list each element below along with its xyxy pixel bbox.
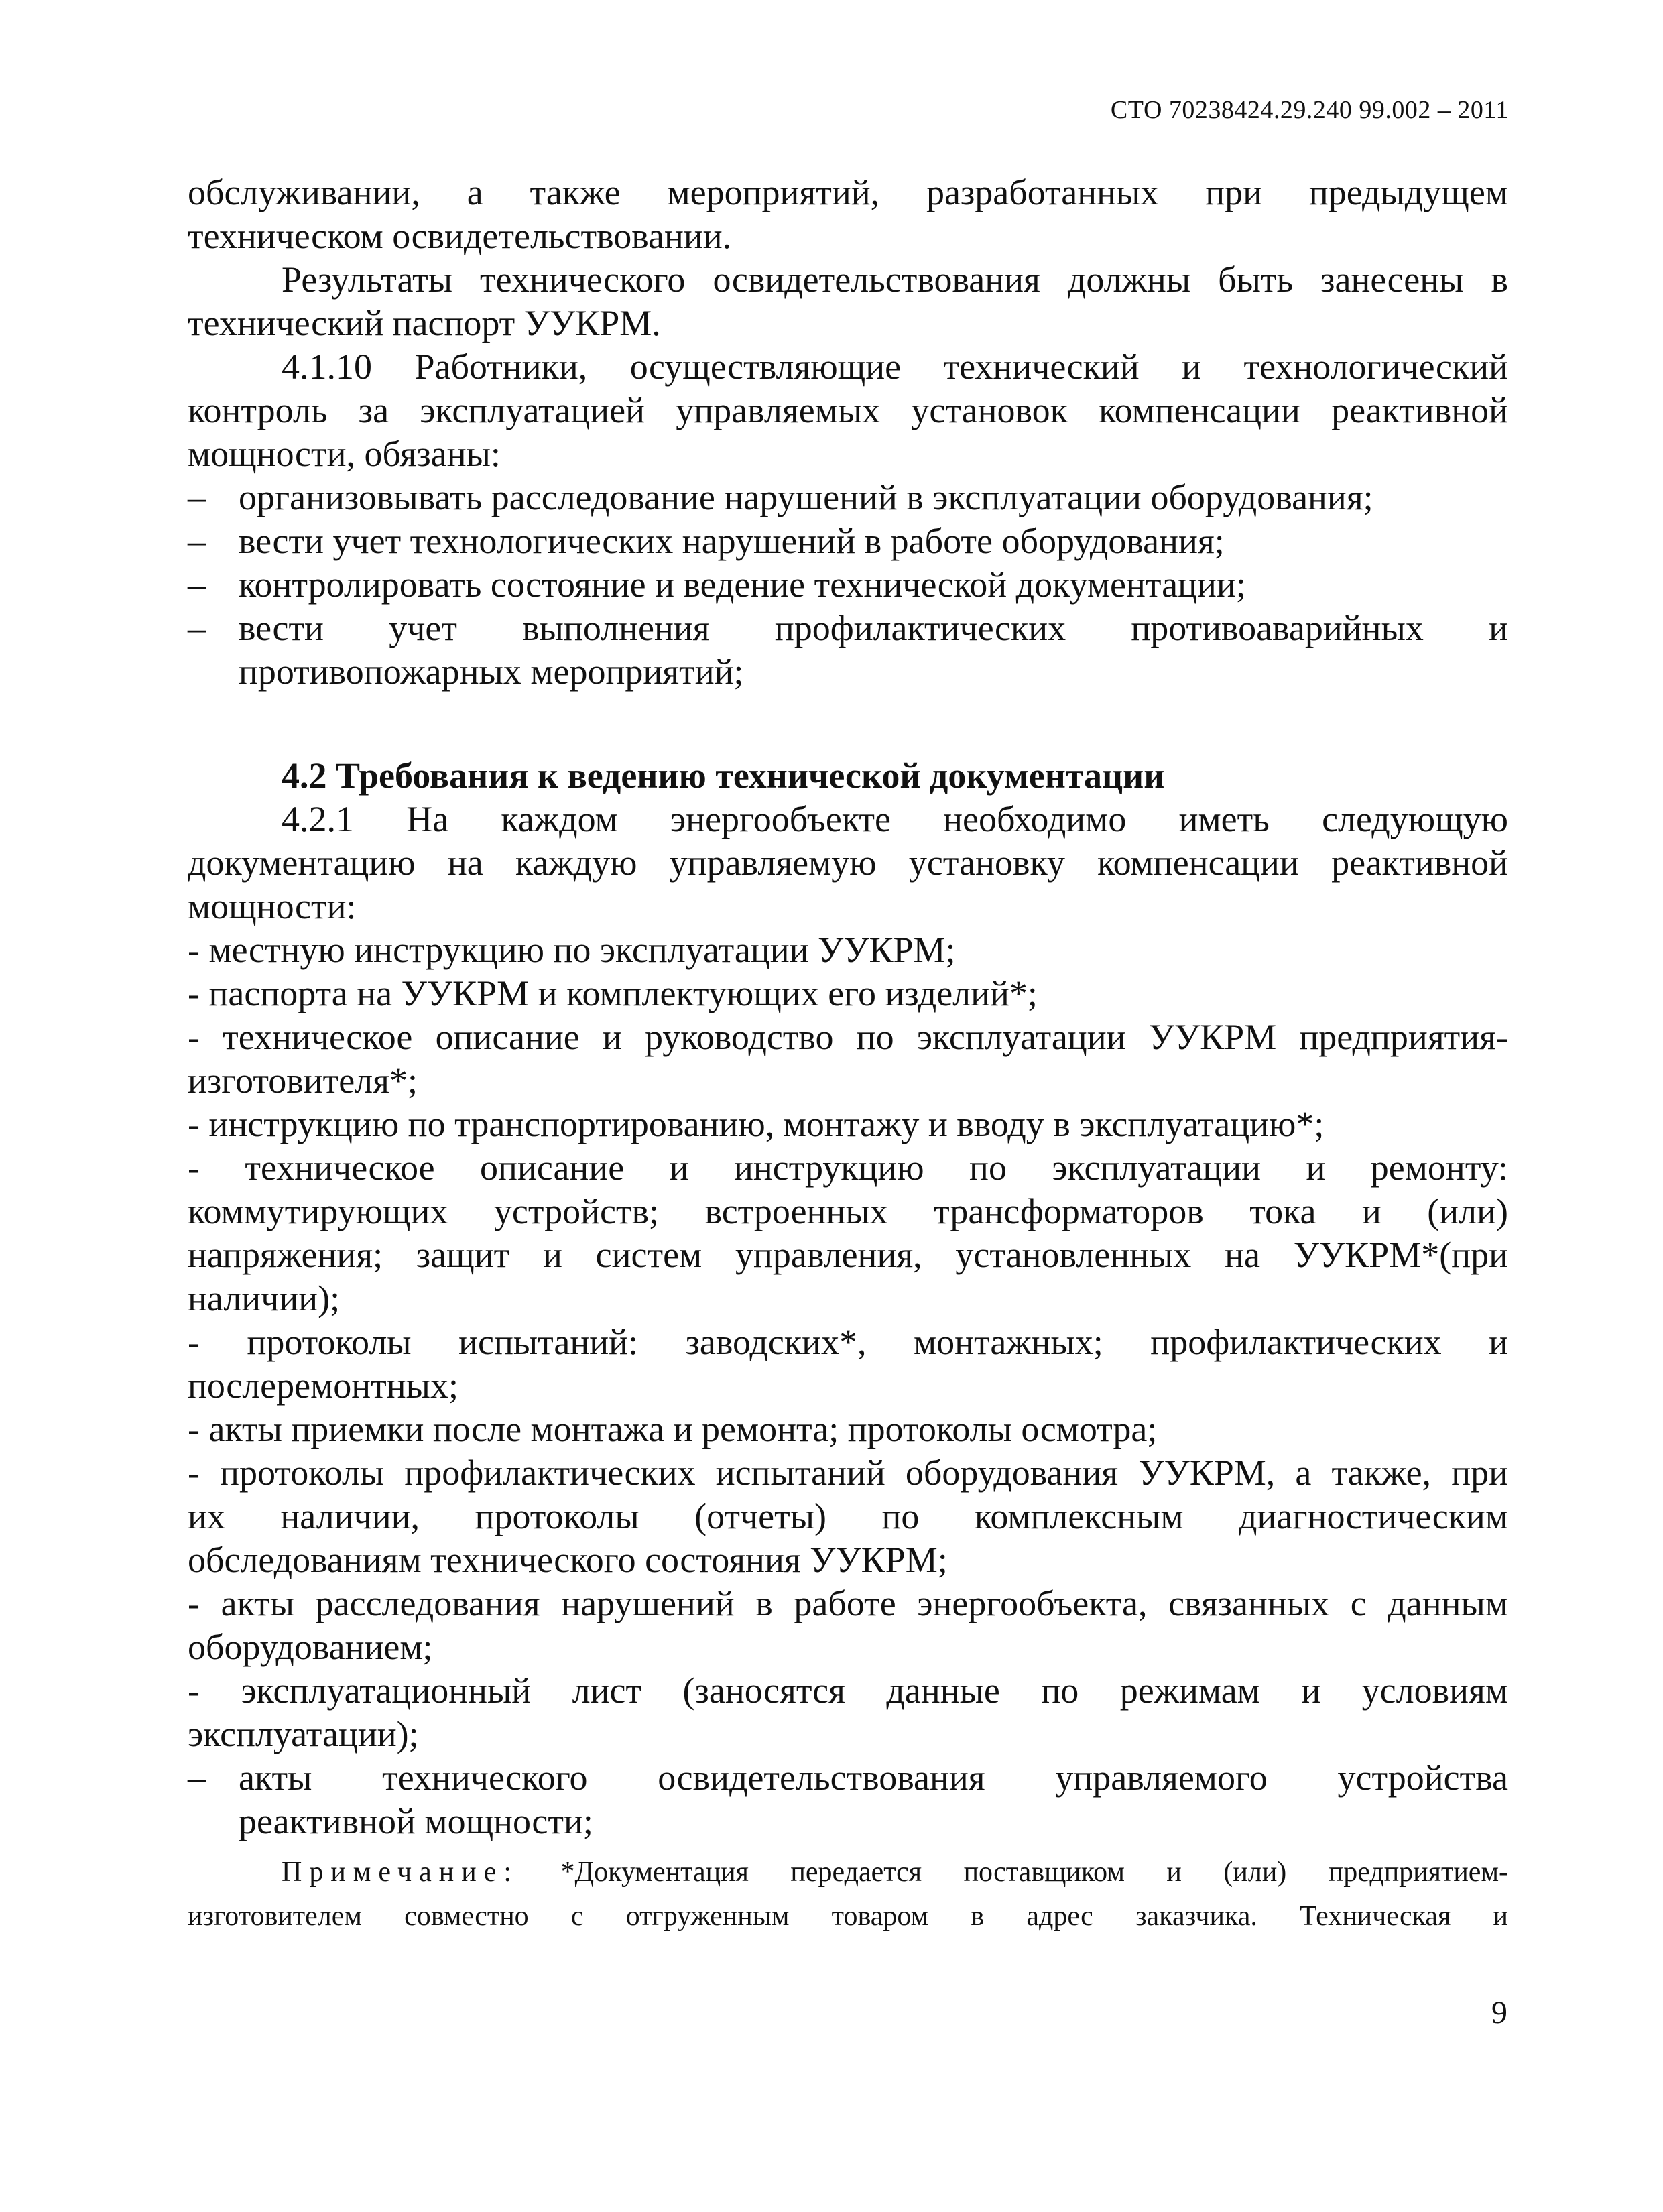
- section-heading-4-2: [188, 754, 1508, 798]
- note-label: Примечание:: [282, 1857, 519, 1888]
- text-line: - протоколы испытаний: заводских*, монтажных; профилактических и: [188, 1322, 1508, 1362]
- text-line: наличии);: [188, 1278, 341, 1318]
- list-item: [188, 1408, 1508, 1451]
- dash-marker: –: [188, 608, 206, 648]
- text-line: - техническое описание и инструкцию по эксплуатации и ремонту:: [188, 1148, 1508, 1188]
- text-line: оборудованием;: [188, 1627, 433, 1667]
- list-item-text: акты технического освидетельствования управляемого устройства: [239, 1758, 1508, 1798]
- continuation-paragraph: [188, 171, 1508, 258]
- list-item: [188, 1582, 1508, 1669]
- text-line: - местную инструкцию по эксплуатации УУКРМ;: [188, 930, 956, 970]
- list-item: [188, 1016, 1508, 1103]
- text-line: - протоколы профилактических испытаний оборудования УУКРМ, а также, при: [188, 1453, 1508, 1493]
- list-item: [188, 476, 1508, 519]
- text-line: 4.2.1 На каждом энергообъекте необходимо иметь следующую: [282, 799, 1508, 839]
- text-line: - инструкцию по транспортированию, монтажу и вводу в эксплуатацию*;: [188, 1104, 1325, 1144]
- list-item: [188, 1451, 1508, 1582]
- text-line: мощности, обязаны:: [188, 434, 501, 474]
- list-item: [188, 607, 1508, 694]
- list-item-text: организовывать расследование нарушений в эксплуатации оборудования;: [239, 477, 1373, 517]
- text-line: мощности:: [188, 886, 357, 926]
- note-line: [188, 1850, 1508, 1894]
- list-item: [188, 1103, 1508, 1146]
- text-line: обслуживании, а также мероприятий, разработанных при предыдущем: [188, 172, 1508, 212]
- list-item: [188, 928, 1508, 972]
- text-line: - акты расследования нарушений в работе энергообъекта, связанных с данным: [188, 1583, 1508, 1623]
- dash-marker: –: [188, 1758, 206, 1798]
- text-line: - техническое описание и руководство по эксплуатации УУКРМ предприятия-: [188, 1017, 1508, 1057]
- list-item-text: контролировать состояние и ведение технической документации;: [239, 564, 1246, 605]
- text-line: - акты приемки после монтажа и ремонта; протоколы осмотра;: [188, 1409, 1158, 1449]
- note-block: [188, 1850, 1508, 1939]
- text-line: коммутирующих устройств; встроенных трансформаторов тока и (или): [188, 1191, 1508, 1231]
- text-line: - эксплуатационный лист (заносятся данные по режимам и условиям: [188, 1670, 1508, 1711]
- list-item: [188, 1756, 1508, 1843]
- text-line: техническом освидетельствовании.: [188, 216, 732, 256]
- dash-marker: –: [188, 564, 206, 605]
- duties-list: [188, 476, 1508, 694]
- dash-marker: –: [188, 477, 206, 517]
- list-item: [188, 972, 1508, 1016]
- list-item: [188, 563, 1508, 607]
- text-line: контроль за эксплуатацией управляемых установок компенсации реактивной: [188, 390, 1508, 430]
- clause-4-1-10: [188, 345, 1508, 476]
- list-item: [188, 1669, 1508, 1756]
- text-line: эксплуатации);: [188, 1714, 419, 1754]
- clause-4-2-1: [188, 798, 1508, 928]
- text-line: напряжения; защит и систем управления, установленных на УУКРМ*(при: [188, 1235, 1508, 1275]
- text-line: изготовителя*;: [188, 1060, 418, 1101]
- text-line: технический паспорт УУКРМ.: [188, 303, 661, 343]
- text-line: 4.1.10 Работники, осуществляющие технический и технологический: [282, 347, 1508, 387]
- document-code-header: СТО 70238424.29.240 99.002 – 2011: [1110, 96, 1509, 124]
- list-item: [188, 1320, 1508, 1408]
- list-item-text: противопожарных мероприятий;: [239, 652, 744, 692]
- section-title: 4.2 Требования к ведению технической документации: [282, 755, 1165, 796]
- list-item-text: вести учет технологических нарушений в работе оборудования;: [239, 521, 1225, 561]
- note-line: изготовителем совместно с отгруженным товаром в адрес заказчика. Техническая и: [188, 1901, 1508, 1932]
- list-item-text: реактивной мощности;: [239, 1801, 593, 1841]
- list-item-text: вести учет выполнения профилактических противоаварийных и: [239, 608, 1508, 648]
- documentation-list: [188, 928, 1508, 1843]
- text-line: - паспорта на УУКРМ и комплектующих его изделий*;: [188, 973, 1038, 1013]
- text-line: их наличии, протоколы (отчеты) по комплексным диагностическим: [188, 1496, 1508, 1536]
- text-line: документацию на каждую управляемую установку компенсации реактивной: [188, 843, 1508, 883]
- text-line: послеремонтных;: [188, 1365, 458, 1406]
- text-line: обследованиям технического состояния УУКРМ;: [188, 1540, 948, 1580]
- list-item: [188, 1146, 1508, 1320]
- note-text: *Документация передается поставщиком и (или) предприятием-: [560, 1857, 1509, 1888]
- text-line: Результаты технического освидетельствования должны быть занесены в: [282, 259, 1508, 300]
- dash-marker: –: [188, 521, 206, 561]
- results-paragraph: [188, 258, 1508, 345]
- page-number: 9: [1491, 1995, 1507, 2030]
- list-item: [188, 519, 1508, 563]
